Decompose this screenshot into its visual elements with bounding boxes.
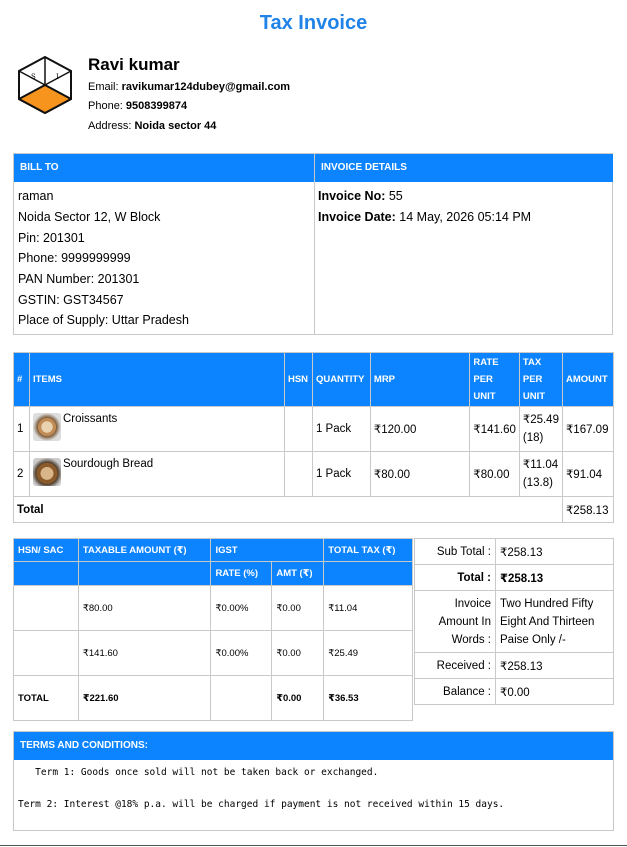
- items-total-label: Total: [14, 497, 563, 523]
- tax-hsn: [14, 586, 79, 631]
- table-row: [14, 407, 614, 452]
- tax-col-rate: RATE (%): [211, 562, 272, 586]
- tax-total-tax: ₹36.53: [324, 676, 413, 721]
- croissant-image: [33, 413, 61, 441]
- table-row: [14, 452, 614, 497]
- col-quantity: QUANTITY: [312, 353, 370, 407]
- received-value: ₹258.13: [496, 653, 614, 679]
- items-table: [13, 352, 614, 523]
- customer-phone: Phone: 9999999999: [18, 251, 131, 265]
- col-tax-per-unit: TAX PER UNIT: [519, 353, 562, 407]
- items-total-row: [14, 497, 614, 523]
- col-mrp: MRP: [370, 353, 469, 407]
- item-name: Sourdough Bread: [62, 458, 154, 470]
- item-tax: ₹25.49 (18): [519, 407, 562, 452]
- tax-col-amt: AMT (₹): [272, 562, 324, 586]
- tax-taxable: ₹141.60: [78, 631, 211, 676]
- tax-rate: ₹0.00%: [211, 586, 272, 631]
- bread-image: [33, 458, 61, 486]
- invoice-number: Invoice No: 55: [318, 189, 403, 203]
- amount-in-words-label: Invoice Amount In Words :: [415, 591, 496, 653]
- total-value: ₹258.13: [496, 565, 614, 591]
- balance-label: Balance :: [415, 679, 496, 705]
- customer-address: Noida Sector 12, W Block: [18, 210, 161, 224]
- customer-name: raman: [18, 189, 54, 203]
- page-title: Tax Invoice: [259, 12, 368, 34]
- bill-to-invoice-details: [13, 153, 613, 335]
- business-address: Address: Noida sector 44: [88, 120, 217, 132]
- item-hsn: [284, 452, 312, 497]
- invoice-date: Invoice Date: 14 May, 2026 05:14 PM: [318, 210, 532, 224]
- amount-summary: [414, 538, 614, 705]
- business-logo: [18, 56, 72, 114]
- tax-total-amt: ₹0.00: [272, 676, 324, 721]
- row-no: 1: [14, 407, 30, 452]
- item-rate: ₹141.60: [470, 407, 520, 452]
- tax-total-taxable: ₹221.60: [78, 676, 211, 721]
- table-row: [14, 631, 413, 676]
- tax-table: [13, 538, 413, 721]
- tax-col-igst: IGST: [211, 539, 324, 562]
- customer-pan: PAN Number: 201301: [18, 272, 140, 286]
- business-phone: Phone: 9508399874: [88, 100, 188, 112]
- tax-col-total: TOTAL TAX (₹): [324, 539, 413, 562]
- tax-taxable: ₹80.00: [78, 586, 211, 631]
- invoice-details-header: INVOICE DETAILS: [315, 154, 613, 182]
- item-amount: ₹91.04: [562, 452, 613, 497]
- item-qty: 1 Pack: [312, 452, 370, 497]
- col-items: ITEMS: [29, 353, 284, 407]
- page-bottom-divider: [0, 845, 627, 846]
- term-2: Term 2: Interest @18% p.a. will be charged if payment is not received within 15 days.: [18, 799, 505, 810]
- col-hsn: HSN: [284, 353, 312, 407]
- item-amount: ₹167.09: [562, 407, 613, 452]
- item-rate: ₹80.00: [470, 452, 520, 497]
- tax-col-taxable: TAXABLE AMOUNT (₹): [78, 539, 211, 562]
- received-label: Received :: [415, 653, 496, 679]
- customer-gstin: GSTIN: GST34567: [18, 293, 124, 307]
- tax-amt: ₹0.00: [272, 586, 324, 631]
- item-mrp: ₹80.00: [370, 452, 469, 497]
- balance-value: ₹0.00: [496, 679, 614, 705]
- item-cell: [29, 452, 284, 497]
- item-hsn: [284, 407, 312, 452]
- item-cell: [29, 407, 284, 452]
- row-no: 2: [14, 452, 30, 497]
- business-email: Email: ravikumar124dubey@gmail.com: [88, 81, 291, 93]
- items-total-value: ₹258.13: [562, 497, 613, 523]
- tax-hsn: [14, 631, 79, 676]
- table-row: [14, 586, 413, 631]
- subtotal-value: ₹258.13: [496, 539, 614, 565]
- col-rate-per-unit: RATE PER UNIT: [470, 353, 520, 407]
- logo-letter-s: S: [31, 73, 36, 81]
- col-amount: AMOUNT: [562, 353, 613, 407]
- tax-total-row: [14, 676, 413, 721]
- item-qty: 1 Pack: [312, 407, 370, 452]
- total-label: Total :: [415, 565, 496, 591]
- col-no: #: [14, 353, 30, 407]
- tax-total: ₹11.04: [324, 586, 413, 631]
- tax-total-label: TOTAL: [14, 676, 79, 721]
- logo-letter-i: I: [56, 73, 59, 81]
- item-mrp: ₹120.00: [370, 407, 469, 452]
- tax-total: ₹25.49: [324, 631, 413, 676]
- subtotal-label: Sub Total :: [415, 539, 496, 565]
- term-1: Term 1: Goods once sold will not be taken back or exchanged.: [18, 767, 379, 778]
- terms-header: TERMS AND CONDITIONS:: [14, 732, 613, 760]
- business-name: Ravi kumar: [88, 55, 180, 74]
- tax-rate: ₹0.00%: [211, 631, 272, 676]
- amount-in-words-value: Two Hundred Fifty Eight And Thirteen Paise Only /-: [496, 591, 614, 653]
- bill-to-header: BILL TO: [14, 154, 314, 182]
- items-table-header: [14, 353, 614, 407]
- tax-total-rate: [211, 676, 272, 721]
- terms-and-conditions: [13, 731, 614, 831]
- item-name: Croissants: [62, 413, 118, 425]
- tax-amt: ₹0.00: [272, 631, 324, 676]
- item-tax: ₹11.04 (13.8): [519, 452, 562, 497]
- customer-place-of-supply: Place of Supply: Uttar Pradesh: [18, 313, 189, 327]
- customer-pin: Pin: 201301: [18, 231, 85, 245]
- tax-col-hsn: HSN/ SAC: [14, 539, 79, 562]
